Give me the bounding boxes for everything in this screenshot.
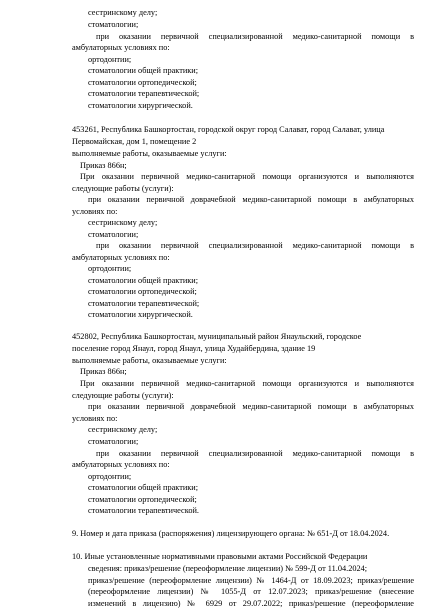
list-item: стоматологии ортопедической; bbox=[88, 495, 197, 504]
other-info-line: изменений в лицензию) № 6929 от 29.07.2022; приказ/решение (переоформление bbox=[88, 599, 414, 608]
text-line: амбулаторных условиях по: bbox=[72, 460, 170, 469]
section-heading: при оказании первичной специализированной медико-санитарной помощи в bbox=[96, 449, 414, 458]
list-item: стоматологии общей практики; bbox=[88, 276, 199, 285]
other-info-line: 10. Иные установленные нормативными правовыми актами Российской Федерации bbox=[72, 552, 368, 561]
text-line: следующие работы (услуги): bbox=[72, 184, 174, 193]
text-line: При оказании первичной медико-санитарной помощи организуются и выполняются bbox=[80, 379, 414, 388]
text-line: амбулаторных условиях по: bbox=[72, 43, 170, 52]
list-item: ортодонтии; bbox=[88, 55, 132, 64]
other-info-line: сведения: приказ/решение (переоформление лицензии) № 599-Д от 11.04.2024; bbox=[88, 564, 368, 573]
address-line: 453261, Республика Башкортостан, городской округ город Салават, город Салават, улица bbox=[72, 125, 385, 134]
list-item: стоматологии ортопедической; bbox=[88, 287, 197, 296]
list-item: стоматологии ортопедической; bbox=[88, 78, 197, 87]
address-line: Первомайская, дом 1, помещение 2 bbox=[72, 137, 197, 146]
address-line: 452802, Республика Башкортостан, муниципальный район Янаульский, городское bbox=[72, 332, 362, 341]
text-line: амбулаторных условиях по: bbox=[72, 253, 170, 262]
text-line: выполняемые работы, оказываемые услуги: bbox=[72, 149, 227, 158]
section-heading: при оказании первичной специализированной медико-санитарной помощи в bbox=[96, 241, 414, 250]
list-item: стоматологии хирургической. bbox=[88, 101, 193, 110]
other-info-line: приказ/решение (переоформление лицензии) № 1464-Д от 18.09.2023; приказ/решение bbox=[88, 576, 414, 585]
list-item: стоматологии общей практики; bbox=[88, 483, 199, 492]
list-item: стоматологии; bbox=[88, 20, 139, 29]
list-item: стоматологии; bbox=[88, 230, 139, 239]
text-line: выполняемые работы, оказываемые услуги: bbox=[72, 356, 227, 365]
list-item: стоматологии терапевтической. bbox=[88, 506, 199, 515]
text-line: условиях по: bbox=[72, 207, 118, 216]
list-item: стоматологии терапевтической; bbox=[88, 89, 200, 98]
list-item: сестринскому делу; bbox=[88, 218, 158, 227]
section-heading: при оказании первичной доврачебной медико-санитарной помощи в амбулаторных bbox=[88, 402, 414, 411]
list-item: сестринскому делу; bbox=[88, 8, 158, 17]
section-heading: при оказании первичной специализированной медико-санитарной помощи в bbox=[96, 32, 414, 41]
address-line: поселение город Янаул, город Янаул, улица Худайбердина, здание 19 bbox=[72, 344, 316, 353]
list-item: сестринскому делу; bbox=[88, 425, 158, 434]
list-item: стоматологии общей практики; bbox=[88, 66, 199, 75]
order-reference: Приказ 866н; bbox=[80, 161, 127, 170]
list-item: стоматологии хирургической. bbox=[88, 310, 193, 319]
list-item: стоматологии терапевтической; bbox=[88, 299, 200, 308]
list-item: ортодонтии; bbox=[88, 264, 132, 273]
section-heading: при оказании первичной доврачебной медико-санитарной помощи в амбулаторных bbox=[88, 195, 414, 204]
order-number-line: 9. Номер и дата приказа (распоряжения) лицензирующего органа: № 651-Д от 18.04.2024. bbox=[72, 529, 390, 538]
text-line: следующие работы (услуги): bbox=[72, 391, 174, 400]
other-info-line: (переоформление лицензии) № 1055-Д от 12.07.2023; приказ/решение (внесение bbox=[88, 587, 414, 596]
text-line: условиях по: bbox=[72, 414, 118, 423]
text-line: При оказании первичной медико-санитарной помощи организуются и выполняются bbox=[80, 172, 414, 181]
list-item: стоматологии; bbox=[88, 437, 139, 446]
order-reference: Приказ 866н; bbox=[80, 367, 127, 376]
list-item: ортодонтии; bbox=[88, 472, 132, 481]
